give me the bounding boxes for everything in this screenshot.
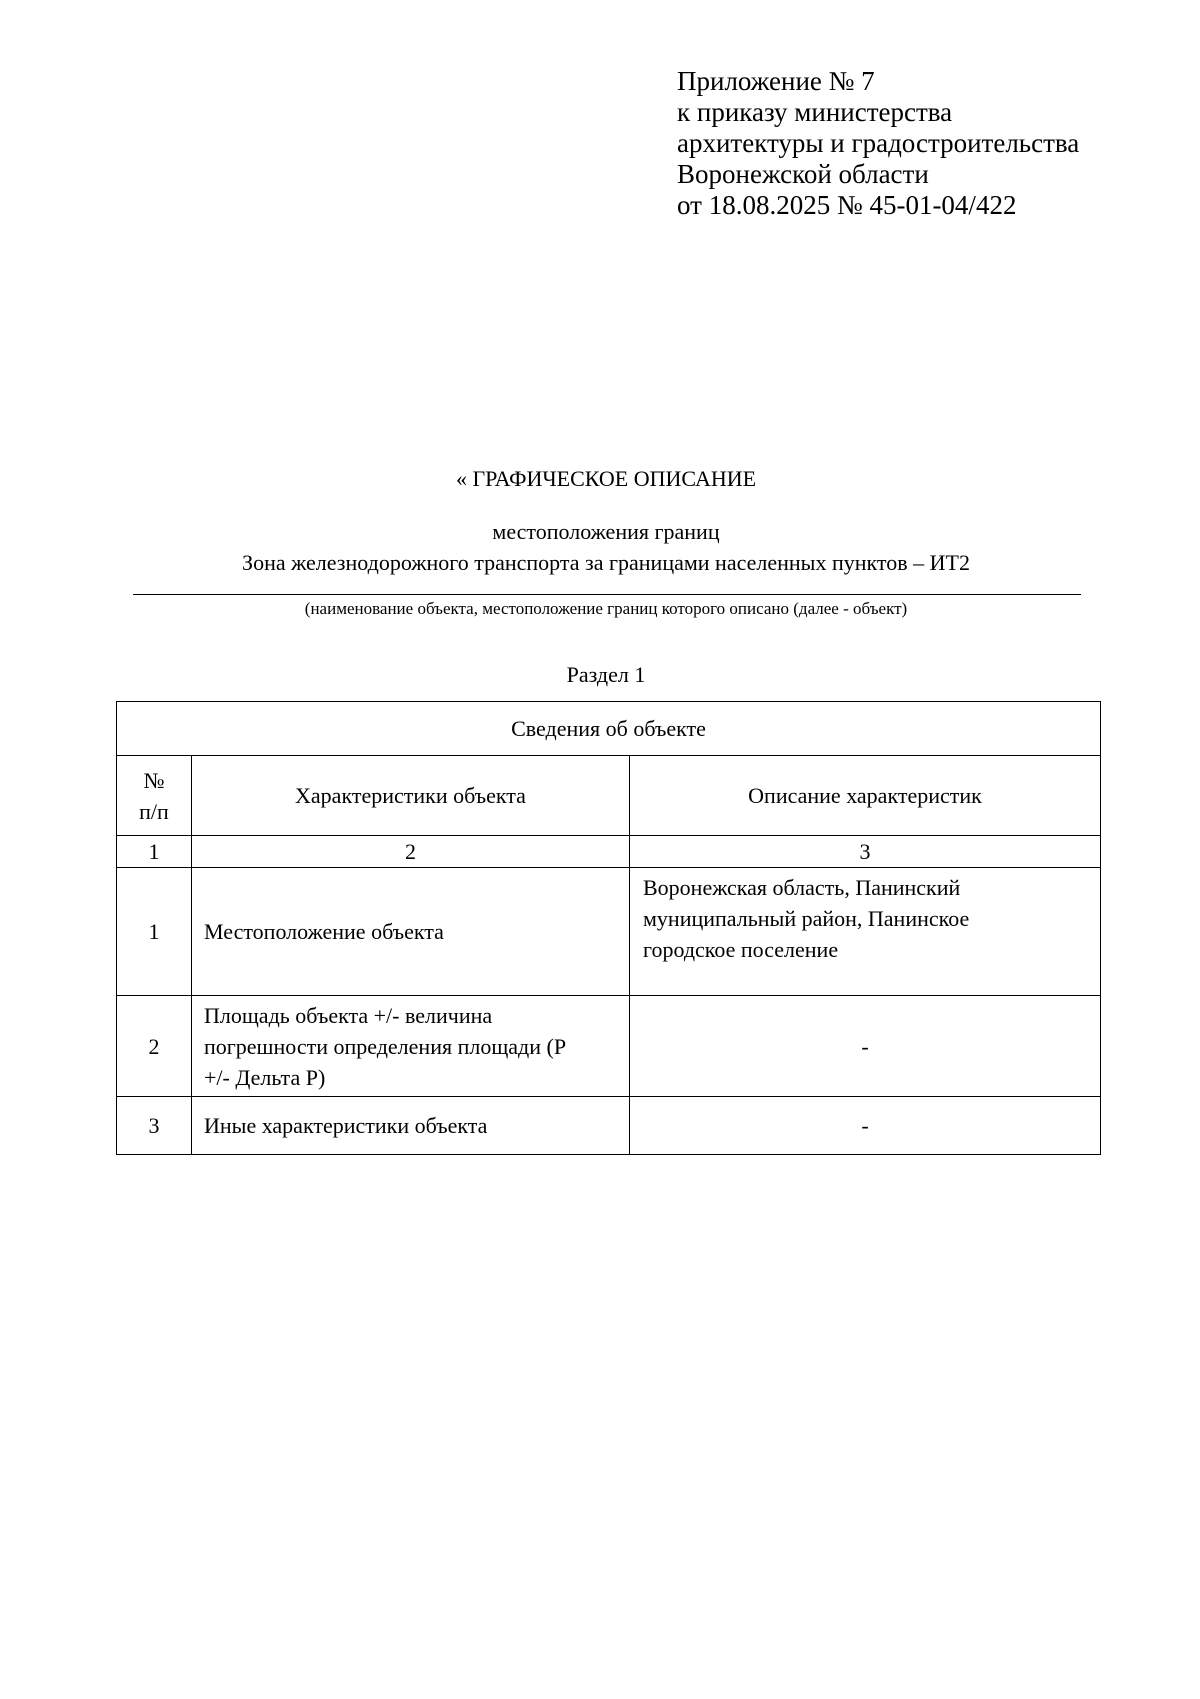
row-description xyxy=(630,996,1101,1097)
header-description: Описание характеристик xyxy=(630,756,1101,836)
header-num-line-2: п/п xyxy=(139,798,169,824)
row-num: 2 xyxy=(117,996,192,1097)
row-description xyxy=(630,1097,1101,1155)
row-num: 1 xyxy=(117,868,192,996)
object-name-underline xyxy=(133,594,1081,595)
appendix-line-5: от 18.08.2025 № 45-01-04/422 xyxy=(677,190,1017,220)
row-characteristic xyxy=(192,868,630,996)
row-description-line: городское поселение xyxy=(643,937,839,962)
row-characteristic-line: +/- Дельта Р) xyxy=(204,1064,326,1090)
row-description-line: Воронежская область, Панинский xyxy=(643,875,961,900)
row-description-line: - xyxy=(861,1113,869,1138)
row-characteristic-line: Местоположение объекта xyxy=(204,919,444,944)
row-characteristic-line: Площадь объекта +/- величина xyxy=(204,1002,493,1028)
table-row xyxy=(117,1097,1101,1155)
table-title: Сведения об объекте xyxy=(117,702,1101,756)
object-name: Зона железнодорожного транспорта за границами населенных пунктов – ИТ2 xyxy=(242,550,970,575)
column-index-1: 1 xyxy=(117,836,192,868)
document-subtitle: местоположения границ xyxy=(492,519,720,544)
row-characteristic xyxy=(192,996,630,1097)
object-info-table xyxy=(116,701,1101,1155)
row-description-line: - xyxy=(861,1033,869,1059)
table-row xyxy=(117,868,1101,996)
header-num-line-1: № xyxy=(143,767,165,793)
section-label: Раздел 1 xyxy=(566,662,646,687)
table-title-row xyxy=(117,702,1101,756)
appendix-block xyxy=(677,66,1079,221)
appendix-line-1: Приложение № 7 xyxy=(677,66,875,96)
row-description-line: муниципальный район, Панинское xyxy=(643,906,970,931)
object-name-caption: (наименование объекта, местоположение границ которого описано (далее - объект) xyxy=(304,599,908,618)
table-row xyxy=(117,996,1101,1097)
row-characteristic xyxy=(192,1097,630,1155)
column-index-2: 2 xyxy=(192,836,630,868)
header-num xyxy=(117,756,192,836)
column-index-3: 3 xyxy=(630,836,1101,868)
row-characteristic-line: Иные характеристики объекта xyxy=(204,1113,488,1138)
row-characteristic-line: погрешности определения площади (Р xyxy=(204,1033,567,1059)
document-title: « ГРАФИЧЕСКОЕ ОПИСАНИЕ xyxy=(455,466,757,491)
row-num: 3 xyxy=(117,1097,192,1155)
row-description xyxy=(630,868,1101,996)
column-index-row xyxy=(117,836,1101,868)
appendix-line-4: Воронежской области xyxy=(677,159,929,189)
table-header-row xyxy=(117,756,1101,836)
header-characteristic: Характеристики объекта xyxy=(192,756,630,836)
appendix-line-3: архитектуры и градостроительства xyxy=(677,128,1080,158)
appendix-line-2: к приказу министерства xyxy=(677,97,953,127)
